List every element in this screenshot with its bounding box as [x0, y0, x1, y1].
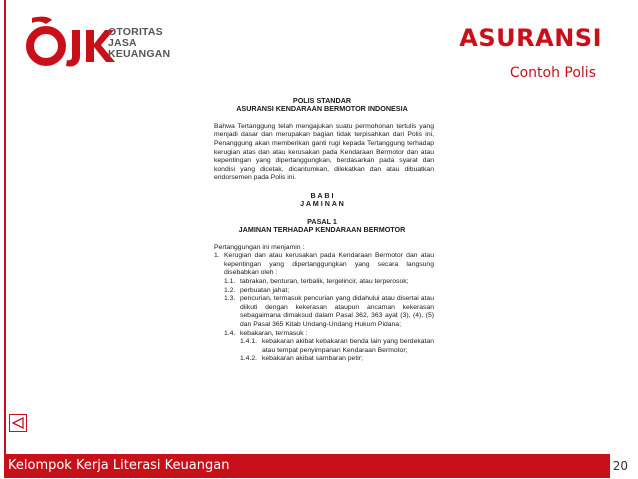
policy-document-image	[206, 92, 438, 442]
ojk-logo-wordmark	[108, 27, 170, 60]
doc-item-1-text: Kerugian dan atau kerusakan pada Kendaraan Bermotor dan atau kepentingan yang dipertanggungkan yang secara langsung disebabkan oleh :	[224, 252, 434, 277]
doc-sub-item	[224, 330, 438, 339]
doc-sub-num: 1.4.	[224, 329, 236, 337]
doc-sub-num: 1.1.	[224, 277, 236, 285]
slide-title: ASURANSI	[459, 24, 602, 52]
doc-lead: Pertanggungan ini menjamin :	[214, 243, 305, 251]
doc-item-1	[214, 252, 438, 278]
doc-bab: B A B I	[310, 190, 334, 200]
logo-line-1: OTORITAS	[108, 26, 163, 38]
doc-sub-num: 1.2.	[224, 286, 236, 294]
doc-sub-num: 1.3.	[224, 295, 236, 303]
doc-sub-item	[224, 278, 438, 287]
logo-line-2: JASA	[108, 37, 137, 49]
doc-heading-2: ASURANSI KENDARAAN BERMOTOR INDONESIA	[236, 104, 408, 114]
footer-text: Kelompok Kerja Literasi Keuangan	[8, 458, 230, 473]
doc-subsub-num: 1.4.1.	[240, 338, 258, 346]
doc-pasal: PASAL 1	[307, 216, 337, 226]
doc-sub-text: tabrakan, benturan, terbalik, tergelincir, atau terperosok;	[240, 277, 409, 285]
doc-sub-item	[224, 287, 438, 296]
doc-sub-text: pencurian, termasuk pencurian yang didahului atau disertai atau diikuti dengan kekerasan ataupun ancaman kekerasan sebagaimana dimaksud dalam Pasal 362, 363 ayat (3), (4), (5) dan Pasal 365 Kitab Undang-Undang Hukum Pidana;	[240, 295, 434, 328]
doc-subsub-text: kebakaran akibat kebakaran benda lain yang berdekatan atau tempat penyimpanan Kendaraan Bermotor;	[262, 338, 434, 354]
doc-jaminan: J A M I N A N	[300, 199, 344, 209]
doc-subsub-text: kebakaran akibat sambaran petir;	[262, 355, 363, 363]
back-arrow-icon[interactable]	[9, 414, 27, 432]
back-arrow-glyph	[12, 417, 24, 429]
doc-intro-paragraph: Bahwa Tertanggung telah mengajukan suatu permohonan tertulis yang menjadi dasar dan merupakan bagian tidak terpisahkan dari Polis ini, Penanggung akan memberikan ganti rugi kepada Tertanggung terhadap kerugian atas dan atau kerusakan pada Kendaraan Bermotor dan atau kepentingan yang dipertanggungkan, berdasarkan pada syarat dan kondisi yang dicetak, dicantumkan, dilekatkan dan atau dibuatkan endorsemen pada Polis ini.	[214, 122, 434, 182]
slide-subtitle: Contoh Polis	[509, 65, 596, 81]
logo-line-3: KEUANGAN	[108, 48, 171, 60]
doc-sub-item	[224, 295, 438, 329]
page-number: 20	[612, 459, 628, 473]
doc-heading-1: POLIS STANDAR	[292, 96, 352, 105]
doc-sub-text: kebakaran, termasuk :	[240, 329, 308, 337]
doc-subsub-item	[240, 338, 438, 355]
doc-subsub-item	[240, 355, 438, 364]
doc-subsub-num: 1.4.2.	[240, 355, 258, 363]
left-accent-rule	[4, 0, 6, 462]
doc-item-1-num: 1.	[214, 252, 220, 260]
footer-bar	[4, 454, 610, 478]
doc-pasal-title: JAMINAN TERHADAP KENDARAAN BERMOTOR	[238, 225, 406, 235]
doc-sub-text: perbuatan jahat;	[240, 286, 290, 294]
